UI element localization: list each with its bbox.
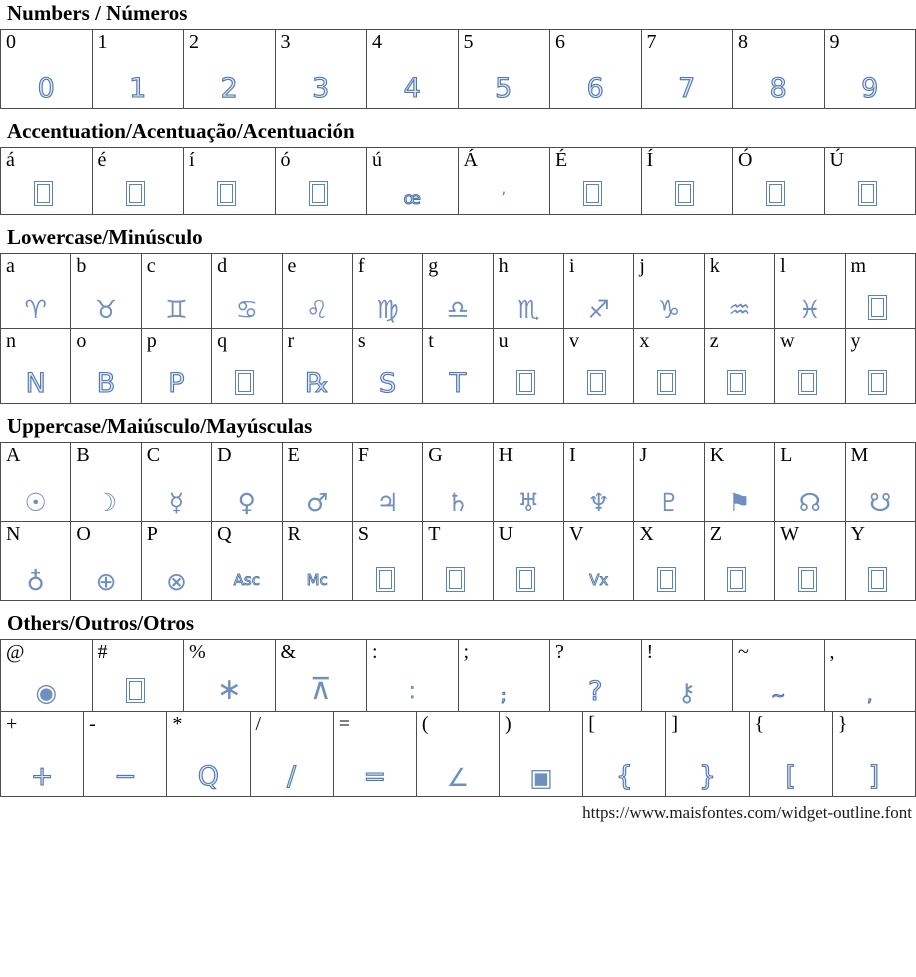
- notdef-box-glyph: [798, 370, 817, 395]
- cell-character-label: Á: [463, 149, 478, 172]
- notdef-box-glyph: [727, 370, 746, 395]
- cell-character-label: W: [780, 523, 800, 546]
- notdef-box-glyph: [516, 567, 535, 592]
- cell-character-label: {: [754, 713, 765, 736]
- cell-character-label: C: [146, 444, 161, 467]
- cell-character-label: m: [850, 255, 867, 278]
- cell-character-label: v: [569, 330, 579, 353]
- cell-character-label: d: [217, 255, 228, 278]
- outline-right-bracket-glyph: ]: [868, 761, 880, 793]
- cell-character-label: p: [146, 330, 157, 353]
- cell-character-label: X: [639, 523, 654, 546]
- notdef-box-glyph: [376, 567, 395, 592]
- glyph-cell: [71, 522, 141, 601]
- outline-letter-t-glyph: T: [449, 368, 467, 400]
- glyph-cell: [141, 329, 211, 404]
- chiron-key-glyph: ⚷: [677, 678, 696, 708]
- glyph-cell: [493, 254, 563, 329]
- glyph-cell: [493, 329, 563, 404]
- glyph-cell: [458, 148, 550, 215]
- ascendant-glyph: Asc: [233, 571, 260, 590]
- glyph-cell: [550, 640, 642, 712]
- glyph-cell: [92, 640, 184, 712]
- glyph-cell: [775, 254, 845, 329]
- glyph-cell: [282, 522, 352, 601]
- glyph-cell: [1, 30, 93, 109]
- cell-character-label: }: [837, 713, 848, 736]
- glyph-cell: [71, 443, 141, 522]
- tilde-wave-glyph: ∼: [771, 686, 786, 707]
- scorpio-glyph: ♏: [517, 295, 540, 325]
- cell-character-label: 3: [280, 31, 291, 54]
- glyph-cell: [845, 254, 916, 329]
- midheaven-glyph: Mc: [306, 571, 328, 590]
- others-row-1: [0, 711, 916, 797]
- outline-letter-b-glyph: B: [96, 368, 116, 400]
- glyph-cell: [352, 443, 422, 522]
- cell-character-label: D: [217, 444, 232, 467]
- notdef-box-glyph: [727, 567, 746, 592]
- outline-digit-5-glyph: 5: [495, 73, 513, 105]
- aries-glyph: ♈: [24, 295, 47, 325]
- glyph-cell: [92, 148, 184, 215]
- leo-glyph: ♌: [305, 295, 329, 325]
- cell-character-label: Í: [646, 149, 654, 172]
- notdef-box-glyph: [766, 181, 785, 206]
- section-title-numbers: Numbers / Números: [7, 1, 188, 25]
- glyph-cell: [352, 329, 422, 404]
- cell-character-label: H: [498, 444, 514, 467]
- sun-glyph: ☉: [24, 488, 47, 518]
- boxed-spiral-glyph: ▣: [529, 763, 553, 793]
- notdef-box-glyph: [657, 567, 676, 592]
- glyph-cell: [564, 254, 634, 329]
- outline-digit-3-glyph: 3: [312, 73, 330, 105]
- cell-character-label: Z: [709, 523, 722, 546]
- section-title-uppercase: Uppercase/Maiúsculo/Mayúsculas: [7, 414, 313, 439]
- section-title-accent: Accentuation/Acentuação/Acentuación: [7, 119, 355, 144]
- slash-glyph: /: [287, 761, 297, 793]
- aquarius-glyph: ♒: [728, 295, 751, 325]
- circled-plus-glyph: ⊕: [95, 567, 117, 597]
- glyph-cell: [641, 640, 733, 712]
- cell-character-label: -: [89, 713, 96, 736]
- glyph-cell: [282, 329, 352, 404]
- outline-digit-4-glyph: 4: [403, 73, 421, 105]
- outline-left-brace-glyph: {: [615, 761, 633, 793]
- cell-character-label: R: [287, 523, 301, 546]
- glyph-cell: [550, 30, 642, 109]
- cell-character-label: ): [505, 713, 512, 736]
- cell-character-label: É: [555, 149, 568, 172]
- cell-character-label: k: [709, 255, 720, 278]
- cell-character-label: %: [189, 641, 206, 664]
- cell-character-label: r: [287, 330, 295, 353]
- cell-character-label: ?: [555, 641, 564, 664]
- saturn-glyph: ♄: [446, 488, 470, 518]
- glyph-cell: [634, 443, 704, 522]
- scribble-sphere-glyph: ◉: [35, 678, 58, 708]
- outline-digit-2-glyph: 2: [220, 73, 238, 105]
- cell-character-label: ~: [738, 641, 749, 664]
- notdef-box-glyph: [446, 567, 465, 592]
- cell-character-label: ]: [671, 713, 679, 736]
- glyph-cell: [282, 443, 352, 522]
- cell-character-label: é: [97, 149, 107, 172]
- glyph-cell: [423, 329, 493, 404]
- numbers-row-0: [0, 29, 916, 109]
- cell-character-label: 6: [555, 31, 565, 54]
- glyph-cell: [92, 30, 184, 109]
- cell-character-label: c: [146, 255, 156, 278]
- glyph-cell: [367, 148, 459, 215]
- virgo-glyph: ♍: [376, 295, 399, 325]
- notdef-box-glyph: [235, 370, 254, 395]
- glyph-cell: [1, 443, 71, 522]
- sagittarius-glyph: ♐: [587, 295, 610, 325]
- glyph-cell: [583, 712, 666, 797]
- cell-character-label: /: [255, 713, 262, 736]
- cell-character-label: í: [189, 149, 195, 172]
- cell-character-label: I: [569, 444, 576, 467]
- glyph-cell: [141, 522, 211, 601]
- cell-character-label: M: [850, 444, 869, 467]
- glyph-cell: [416, 712, 499, 797]
- pluto-glyph: ♇: [657, 488, 681, 518]
- cell-character-label: ,: [829, 641, 835, 664]
- notdef-box-glyph: [868, 370, 887, 395]
- notdef-box-glyph: [516, 370, 535, 395]
- cell-character-label: j: [639, 255, 645, 278]
- glyph-cell: [1, 148, 93, 215]
- font-specimen-page: [0, 2, 916, 823]
- venus-glyph: ♀: [237, 488, 256, 518]
- glyph-cell: [423, 522, 493, 601]
- glyph-cell: [367, 640, 459, 712]
- cell-character-label: P: [146, 523, 158, 546]
- mars-glyph: ♂: [305, 488, 329, 518]
- cell-character-label: A: [6, 444, 21, 467]
- glyph-cell: [184, 30, 276, 109]
- jupiter-glyph: ♃: [376, 488, 399, 518]
- outline-letter-p-glyph: P: [168, 368, 185, 400]
- glyph-cell: [845, 522, 916, 601]
- cell-character-label: n: [6, 330, 16, 353]
- notdef-box-glyph: [868, 295, 887, 320]
- cell-character-label: N: [6, 523, 21, 546]
- notdef-box-glyph: [126, 181, 145, 206]
- glyph-cell: [423, 443, 493, 522]
- cell-character-label: B: [76, 444, 90, 467]
- cell-character-label: 0: [6, 31, 16, 54]
- comma-glyph: ,: [867, 686, 873, 707]
- footer: [0, 797, 916, 823]
- moon-crescent-glyph: ☽: [94, 488, 118, 518]
- glyph-cell: [749, 712, 832, 797]
- outline-letter-n-glyph: N: [25, 368, 46, 400]
- glyph-cell: [333, 712, 416, 797]
- glyph-cell: [634, 522, 704, 601]
- glyph-cell: [352, 522, 422, 601]
- font-source-url: https://www.maisfontes.com/widget-outline.font: [582, 803, 912, 823]
- outline-digit-0-glyph: 0: [37, 73, 55, 105]
- notdef-box-glyph: [868, 567, 887, 592]
- notdef-box-glyph: [309, 181, 328, 206]
- cell-character-label: =: [338, 713, 350, 736]
- glyph-cell: [775, 443, 845, 522]
- notdef-box-glyph: [34, 181, 53, 206]
- glyph-cell: [212, 329, 282, 404]
- glyph-cell: [845, 329, 916, 404]
- glyph-cell: [1, 254, 71, 329]
- glyph-cell: [641, 30, 733, 109]
- notdef-box-glyph: [675, 181, 694, 206]
- outline-digit-9-glyph: 9: [861, 73, 879, 105]
- cell-character-label: E: [287, 444, 300, 467]
- glyph-cell: [500, 712, 583, 797]
- cell-character-label: x: [639, 330, 650, 353]
- semicolon-glyph: ;: [500, 686, 507, 707]
- cell-character-label: !: [646, 641, 654, 664]
- glyph-cell: [666, 712, 749, 797]
- glyph-cell: [550, 148, 642, 215]
- cell-character-label: a: [6, 255, 15, 278]
- glyph-cell: [704, 522, 774, 601]
- glyph-cell: [275, 148, 367, 215]
- glyph-cell: [564, 522, 634, 601]
- glyph-cell: [824, 148, 916, 215]
- cell-character-label: #: [97, 641, 108, 664]
- cell-character-label: [: [588, 713, 595, 736]
- glyph-cell: [282, 254, 352, 329]
- cell-character-label: L: [780, 444, 793, 467]
- equals-glyph: =: [363, 761, 387, 793]
- plus-glyph: +: [30, 761, 54, 793]
- glyph-cell: [775, 522, 845, 601]
- sextile-asterisk-glyph: ∗: [216, 672, 242, 708]
- double-dot-glyph: ∶: [408, 678, 416, 708]
- outline-left-bracket-glyph: [: [785, 761, 796, 793]
- cell-character-label: F: [357, 444, 369, 467]
- glyph-cell: [564, 329, 634, 404]
- uranus-glyph: ♅: [517, 488, 540, 518]
- cell-character-label: 8: [738, 31, 748, 54]
- libra-glyph: ♎: [446, 295, 470, 325]
- glyph-cell: [71, 329, 141, 404]
- glyph-cell: [141, 254, 211, 329]
- outline-letter-q-glyph: Q: [197, 761, 220, 793]
- glyph-cell: [493, 522, 563, 601]
- cell-character-label: &: [280, 641, 297, 664]
- uppercase-row-1: [0, 521, 916, 601]
- cell-character-label: +: [6, 713, 18, 736]
- angle-glyph: ∠: [446, 763, 470, 793]
- taurus-glyph: ♉: [94, 295, 118, 325]
- cell-character-label: 4: [372, 31, 382, 54]
- glyph-cell: [275, 30, 367, 109]
- glyph-cell: [71, 254, 141, 329]
- cell-character-label: f: [357, 255, 365, 278]
- glyph-cell: [1, 329, 71, 404]
- glyph-cell: [1, 712, 84, 797]
- cell-character-label: l: [780, 255, 786, 278]
- glyph-cell: [832, 712, 915, 797]
- cell-character-label: @: [6, 641, 25, 664]
- cell-character-label: U: [498, 523, 514, 546]
- glyph-cell: [634, 329, 704, 404]
- earth-cross-glyph: ♁: [26, 567, 45, 597]
- cell-character-label: Q: [217, 523, 232, 546]
- cell-character-label: :: [372, 641, 378, 664]
- oe-ligature-glyph: œ: [403, 189, 421, 210]
- accent-row-0: [0, 147, 916, 215]
- north-node-glyph: ☊: [798, 488, 821, 518]
- cell-character-label: u: [498, 330, 509, 353]
- cell-character-label: b: [76, 255, 87, 278]
- uppercase-row-0: [0, 442, 916, 522]
- notdef-box-glyph: [126, 678, 145, 703]
- cell-character-label: ú: [372, 149, 382, 172]
- glyph-cell: [733, 30, 825, 109]
- cell-character-label: Y: [850, 523, 865, 546]
- outline-digit-6-glyph: 6: [586, 73, 604, 105]
- notdef-box-glyph: [798, 567, 817, 592]
- glyph-cell: [423, 254, 493, 329]
- glyph-cell: [1, 522, 71, 601]
- glyph-cell: [493, 443, 563, 522]
- vertex-glyph: Vx: [589, 571, 609, 590]
- glyph-cell: [458, 640, 550, 712]
- cell-character-label: q: [217, 330, 228, 353]
- cell-character-label: y: [850, 330, 861, 353]
- outline-digit-7-glyph: 7: [678, 73, 696, 105]
- glyph-cell: [704, 443, 774, 522]
- glyph-cell: [250, 712, 333, 797]
- cell-character-label: ó: [280, 149, 291, 172]
- glyph-cell: [634, 254, 704, 329]
- glyph-cell: [167, 712, 250, 797]
- cell-character-label: 2: [189, 31, 199, 54]
- glyph-cell: [564, 443, 634, 522]
- cell-character-label: O: [76, 523, 91, 546]
- glyph-cell: [458, 30, 550, 109]
- lowercase-row-1: [0, 328, 916, 404]
- cell-character-label: S: [357, 523, 369, 546]
- cell-character-label: w: [780, 330, 795, 353]
- outline-letter-s-glyph: S: [378, 368, 397, 400]
- glyph-cell: [352, 254, 422, 329]
- capricorn-glyph: ♑: [657, 295, 681, 325]
- glyph-cell: [212, 522, 282, 601]
- cell-character-label: 9: [829, 31, 840, 54]
- gemini-glyph: ♊: [165, 295, 188, 325]
- cell-character-label: Ú: [829, 149, 844, 172]
- cell-character-label: o: [76, 330, 87, 353]
- cell-character-label: z: [709, 330, 719, 353]
- glyph-cell: [704, 329, 774, 404]
- cell-character-label: (: [421, 713, 429, 736]
- cell-character-label: g: [428, 255, 439, 278]
- cell-character-label: ;: [463, 641, 470, 664]
- cell-character-label: h: [498, 255, 509, 278]
- cell-character-label: Ó: [738, 149, 753, 172]
- cell-character-label: T: [428, 523, 441, 546]
- cell-character-label: i: [569, 255, 575, 278]
- cell-character-label: e: [287, 255, 297, 278]
- pisces-glyph: ♓: [798, 295, 822, 325]
- circled-cross-glyph: ⊗: [165, 567, 187, 597]
- cell-character-label: G: [428, 444, 443, 467]
- cell-character-label: J: [639, 444, 648, 467]
- glyph-cell: [733, 148, 825, 215]
- glyph-cell: [824, 30, 916, 109]
- notdef-box-glyph: [858, 181, 877, 206]
- outline-digit-8-glyph: 8: [769, 73, 787, 105]
- notdef-box-glyph: [587, 370, 606, 395]
- cell-character-label: á: [6, 149, 15, 172]
- notdef-box-glyph: [657, 370, 676, 395]
- prescription-rx-glyph: ℞: [305, 368, 330, 400]
- outline-digit-1-glyph: 1: [129, 73, 147, 105]
- arch-table-glyph: ⊼: [309, 672, 332, 708]
- apostrophe-blob-glyph: ʼ: [501, 189, 507, 210]
- glyph-cell: [184, 640, 276, 712]
- outline-right-brace-glyph: }: [698, 761, 717, 793]
- glyph-cell: [141, 443, 211, 522]
- glyph-cell: [212, 443, 282, 522]
- lowercase-row-0: [0, 253, 916, 329]
- glyph-cell: [84, 712, 167, 797]
- glyph-cell: [704, 254, 774, 329]
- minus-dash-glyph: −: [113, 761, 137, 793]
- cell-character-label: s: [357, 330, 366, 353]
- mercury-glyph: ☿: [168, 488, 185, 518]
- section-title-others: Others/Outros/Otros: [7, 611, 195, 636]
- section-title-lowercase: Lowercase/Minúsculo: [7, 225, 203, 250]
- neptune-glyph: ♆: [587, 488, 610, 518]
- glyph-cell: [775, 329, 845, 404]
- glyph-cell: [824, 640, 916, 712]
- cell-character-label: K: [709, 444, 725, 467]
- cell-character-label: t: [428, 330, 434, 353]
- cell-character-label: 1: [97, 31, 108, 54]
- south-node-glyph: ☋: [869, 488, 892, 518]
- cell-character-label: 5: [463, 31, 474, 54]
- cancer-glyph: ♋: [235, 295, 259, 325]
- glyph-cell: [1, 640, 93, 712]
- glyph-cell: [367, 30, 459, 109]
- notdef-box-glyph: [583, 181, 602, 206]
- others-row-0: [0, 639, 916, 712]
- cell-character-label: 7: [646, 31, 657, 54]
- specimen-sections: [0, 2, 916, 797]
- glyph-cell: [184, 148, 276, 215]
- notdef-box-glyph: [217, 181, 236, 206]
- glyph-cell: [212, 254, 282, 329]
- glyph-cell: [845, 443, 916, 522]
- question-mark-glyph: ?: [588, 676, 603, 708]
- cell-character-label: V: [569, 523, 584, 546]
- glyph-cell: [733, 640, 825, 712]
- glyph-cell: [641, 148, 733, 215]
- glyph-cell: [275, 640, 367, 712]
- flag-pennant-glyph: ⚑: [728, 488, 751, 518]
- cell-character-label: *: [172, 713, 183, 736]
